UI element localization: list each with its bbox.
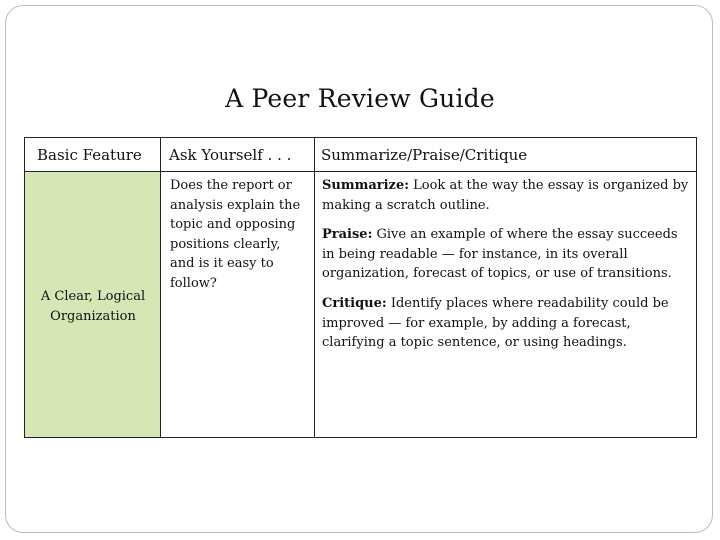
summarize-label: Summarize: — [322, 178, 410, 193]
peer-review-table — [24, 137, 697, 438]
page-title: A Peer Review Guide — [225, 84, 495, 113]
header-basic-feature: Basic Feature — [37, 146, 142, 164]
ask-yourself-text: Does the report or analysis explain the topic and opposing positions clearly, and is it easy to follow? — [170, 178, 301, 291]
summarize-paragraph — [322, 176, 692, 215]
summarize-column — [322, 176, 692, 363]
header-summarize-praise-critique: Summarize/Praise/Critique — [321, 146, 528, 164]
critique-label: Critique: — [322, 295, 387, 311]
feature-cell — [25, 172, 161, 437]
header-ask-yourself: Ask Yourself . . . — [169, 146, 292, 164]
feature-text: A Clear, Logical Organization — [40, 289, 146, 324]
critique-paragraph — [322, 294, 692, 353]
summarize-text: Look at the way the essay is organized by making a scratch outline. — [322, 178, 689, 213]
critique-text: Identify places where readability could be improved — for example, by adding a forecast, clarifying a topic sentence, or using headings. — [322, 295, 669, 351]
praise-label: Praise: — [322, 227, 373, 243]
table-header-row — [25, 138, 696, 172]
praise-paragraph — [322, 225, 692, 284]
column-divider — [160, 138, 161, 437]
praise-text: Give an example of where the essay succeeds in being readable — for instance, in its overall organization, forecast of topics, or use of transitions. — [322, 227, 678, 282]
column-divider — [314, 138, 315, 437]
